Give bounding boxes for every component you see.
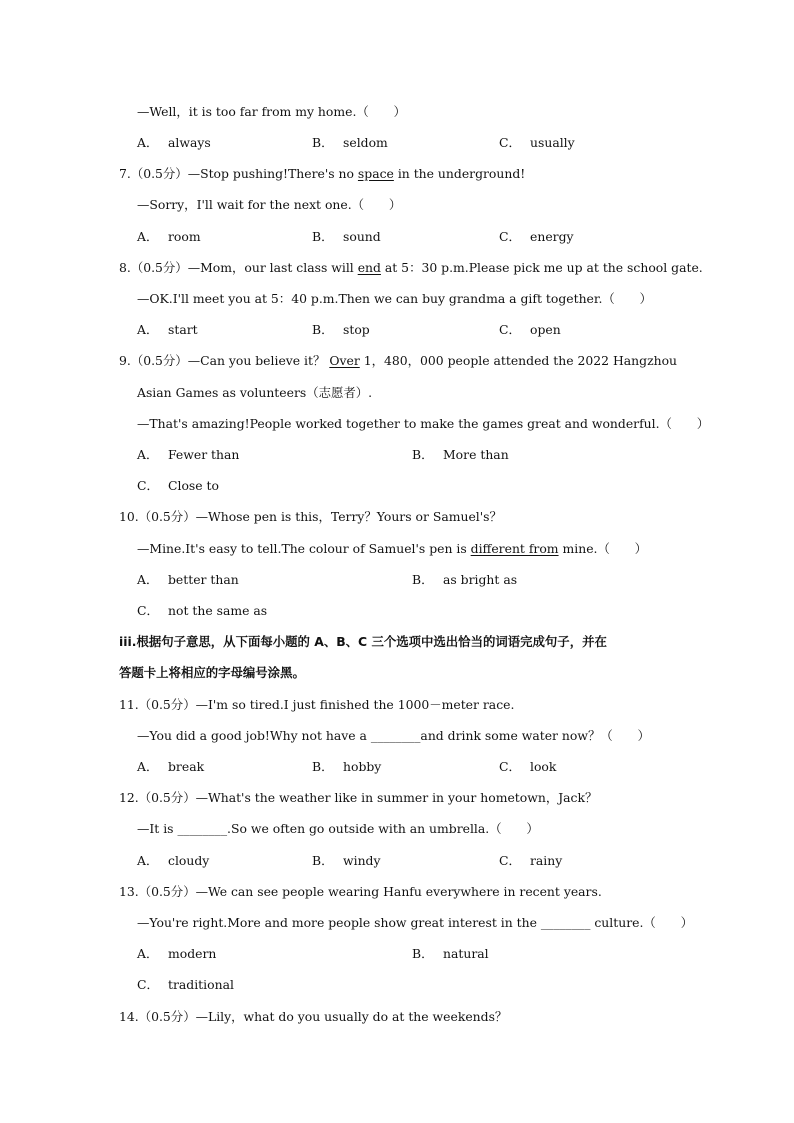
section-heading-continued: 答题卡上将相应的字母编号涂黑。 xyxy=(119,665,305,680)
question-14-stem: 14.（0.5分）—Lily，what do you usually do at the weekends？ xyxy=(119,1009,508,1024)
question-10-response: —Mine.It's easy to tell.The colour of Samuel's pen is different from mine.（ ） xyxy=(137,541,648,556)
q7-option-b[interactable]: B． sound xyxy=(312,229,381,244)
question-10-stem: 10.（0.5分）—Whose pen is this，Terry？Yours or Samuel's？ xyxy=(119,509,502,524)
q9-option-c[interactable]: C． Close to xyxy=(137,478,219,493)
question-11-response: —You did a good job!Why not have a ________and drink some water now？（ ） xyxy=(137,728,650,743)
underlined-word: end xyxy=(357,260,381,275)
q13-option-c[interactable]: C． traditional xyxy=(137,977,234,992)
q6-option-c[interactable]: C． usually xyxy=(499,135,575,150)
question-12-response: —It is ________.So we often go outside with an umbrella.（ ） xyxy=(137,821,539,836)
question-8-stem: 8.（0.5分）—Mom，our last class will end at 5：30 p.m.Please pick me up at the school gate. xyxy=(119,260,703,275)
q6-option-b[interactable]: B． seldom xyxy=(312,135,388,150)
q6-option-a[interactable]: A． always xyxy=(137,135,211,150)
section-heading: iii.根据句子意思，从下面每小题的 A、B、C 三个选项中选出恰当的词语完成句子，并在 xyxy=(119,634,607,649)
underlined-word: Over xyxy=(329,353,360,368)
question-11-stem: 11.（0.5分）—I'm so tired.I just finished the 1000－meter race. xyxy=(119,697,515,712)
q13-option-a[interactable]: A． modern xyxy=(137,946,217,961)
question-8-response: —OK.I'll meet you at 5：40 p.m.Then we can buy grandma a gift together.（ ） xyxy=(137,291,652,306)
q11-option-b[interactable]: B． hobby xyxy=(312,759,382,774)
q12-option-c[interactable]: C． rainy xyxy=(499,853,563,868)
q11-option-a[interactable]: A． break xyxy=(137,759,205,774)
q10-option-b[interactable]: B． as bright as xyxy=(412,572,518,587)
q10-option-a[interactable]: A． better than xyxy=(137,572,239,587)
question-9-stem-continued: Asian Games as volunteers（志愿者）. xyxy=(137,385,373,400)
question-7-response: —Sorry，I'll wait for the next one.（ ） xyxy=(137,197,402,212)
q13-option-b[interactable]: B． natural xyxy=(412,946,489,961)
q8-option-c[interactable]: C． open xyxy=(499,322,561,337)
underlined-word: space xyxy=(357,166,394,181)
question-6-response: —Well，it is too far from my home.（ ） xyxy=(137,104,406,119)
question-9-response: —That's amazing!People worked together to make the games great and wonderful.（ ） xyxy=(137,416,710,431)
q8-option-a[interactable]: A． start xyxy=(137,322,198,337)
q11-option-c[interactable]: C． look xyxy=(499,759,557,774)
question-12-stem: 12.（0.5分）—What's the weather like in summer in your hometown，Jack？ xyxy=(119,790,598,805)
question-7-stem: 7.（0.5分）—Stop pushing!There's no space in the underground! xyxy=(119,166,526,181)
question-13-stem: 13.（0.5分）—We can see people wearing Hanfu everywhere in recent years. xyxy=(119,884,602,899)
q10-option-c[interactable]: C． not the same as xyxy=(137,603,268,618)
q7-option-a[interactable]: A． room xyxy=(137,229,201,244)
q8-option-b[interactable]: B． stop xyxy=(312,322,370,337)
q9-option-a[interactable]: A． Fewer than xyxy=(137,447,240,462)
question-9-stem: 9.（0.5分）—Can you believe it？ Over 1，480，000 people attended the 2022 Hangzhou xyxy=(119,353,678,368)
q12-option-b[interactable]: B． windy xyxy=(312,853,381,868)
q9-option-b[interactable]: B． More than xyxy=(412,447,509,462)
q12-option-a[interactable]: A． cloudy xyxy=(137,853,210,868)
q7-option-c[interactable]: C． energy xyxy=(499,229,574,244)
question-13-response: —You're right.More and more people show great interest in the ________ culture.（ ） xyxy=(137,915,693,930)
underlined-word: different from xyxy=(470,541,559,556)
